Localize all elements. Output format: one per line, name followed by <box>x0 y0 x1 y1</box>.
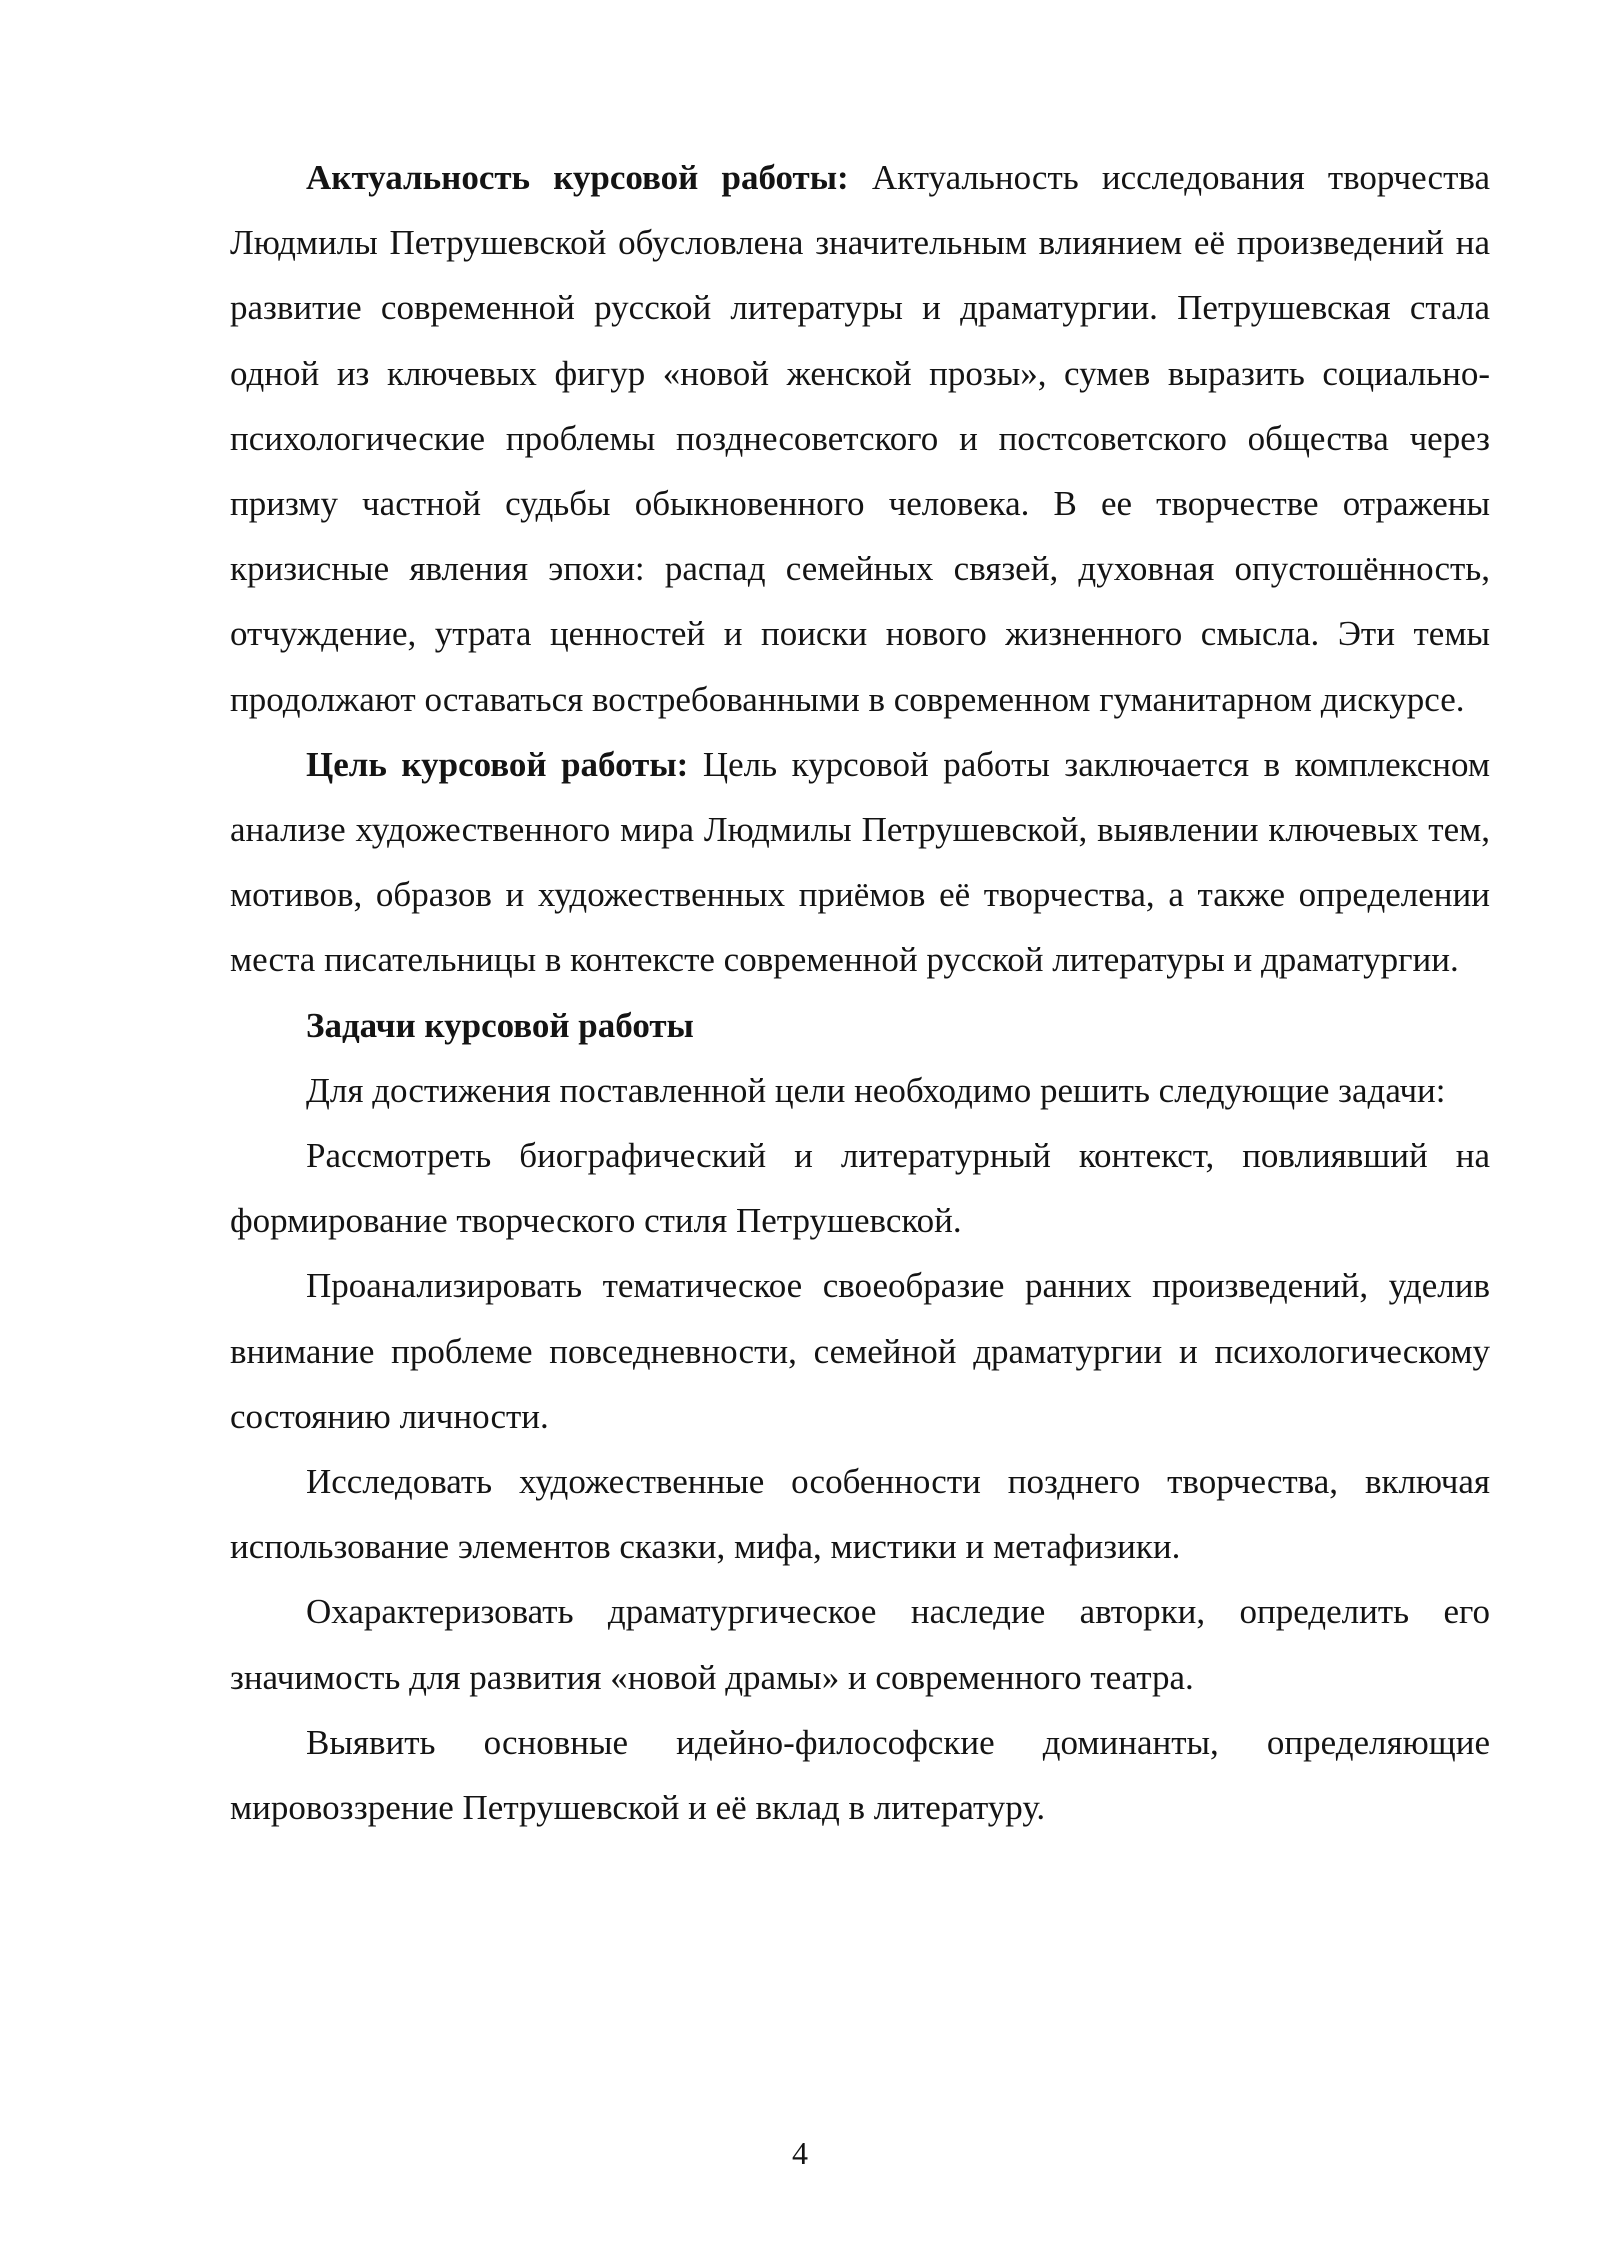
tasks-intro: Для достижения поставленной цели необходимо решить следующие задачи: <box>306 1070 1446 1110</box>
goal-text: Цель курсовой работы заключается в комплексном анализе художественного мира Людмилы Петрушевской, выявлении ключевых тем, мотивов, образов и художественных приёмов её творчества, а также определении места писательницы в контексте современной русской литературы и драматургии. <box>230 744 1490 980</box>
task-item: Исследовать художественные особенности позднего творчества, включая использование элементов сказки, мифа, мистики и метафизики. <box>230 1462 1490 1567</box>
tasks-heading: Задачи курсовой работы <box>306 1005 694 1045</box>
relevance-heading: Актуальность курсовой работы: <box>306 158 849 197</box>
task-item: Выявить основные идейно-философские доминанты, определяющие мировоззрение Петрушевской и её вклад в литературу. <box>230 1722 1490 1828</box>
task-item: Проанализировать тематическое своеобразие ранних произведений, уделив внимание проблеме повседневности, семейной драматургии и психологическому состоянию личности. <box>230 1266 1490 1436</box>
goal-heading: Цель курсовой работы: <box>306 744 689 784</box>
goal-paragraph <box>230 732 1490 993</box>
page-body <box>230 145 1490 1840</box>
task-item: Рассмотреть биографический и литературный контекст, повлиявший на формирование творческого стиля Петрушевской. <box>230 1136 1490 1241</box>
task-item: Охарактеризовать драматургическое наследие авторки, определить его значимость для развития «новой драмы» и современного театра. <box>230 1592 1490 1697</box>
relevance-paragraph <box>230 145 1490 732</box>
page-number: 4 <box>792 2135 808 2171</box>
relevance-text: Актуальность исследования творчества Людмилы Петрушевской обусловлена значительным влиянием её произведений на развитие современной русской литературы и драматургии. Петрушевская стала одной из ключевых фигур «новой женской прозы», сумев выразить социально-психологические проблемы позднесоветского и постсоветского общества через призму частной судьбы обыкновенного человека. В ее творчестве отражены кризисные явления эпохи: распад семейных связей, духовная опустошённость, отчуждение, утрата ценностей и поиски нового жизненного смысла. Эти темы продолжают оставаться востребованными в современном гуманитарном дискурсе. <box>230 158 1490 719</box>
